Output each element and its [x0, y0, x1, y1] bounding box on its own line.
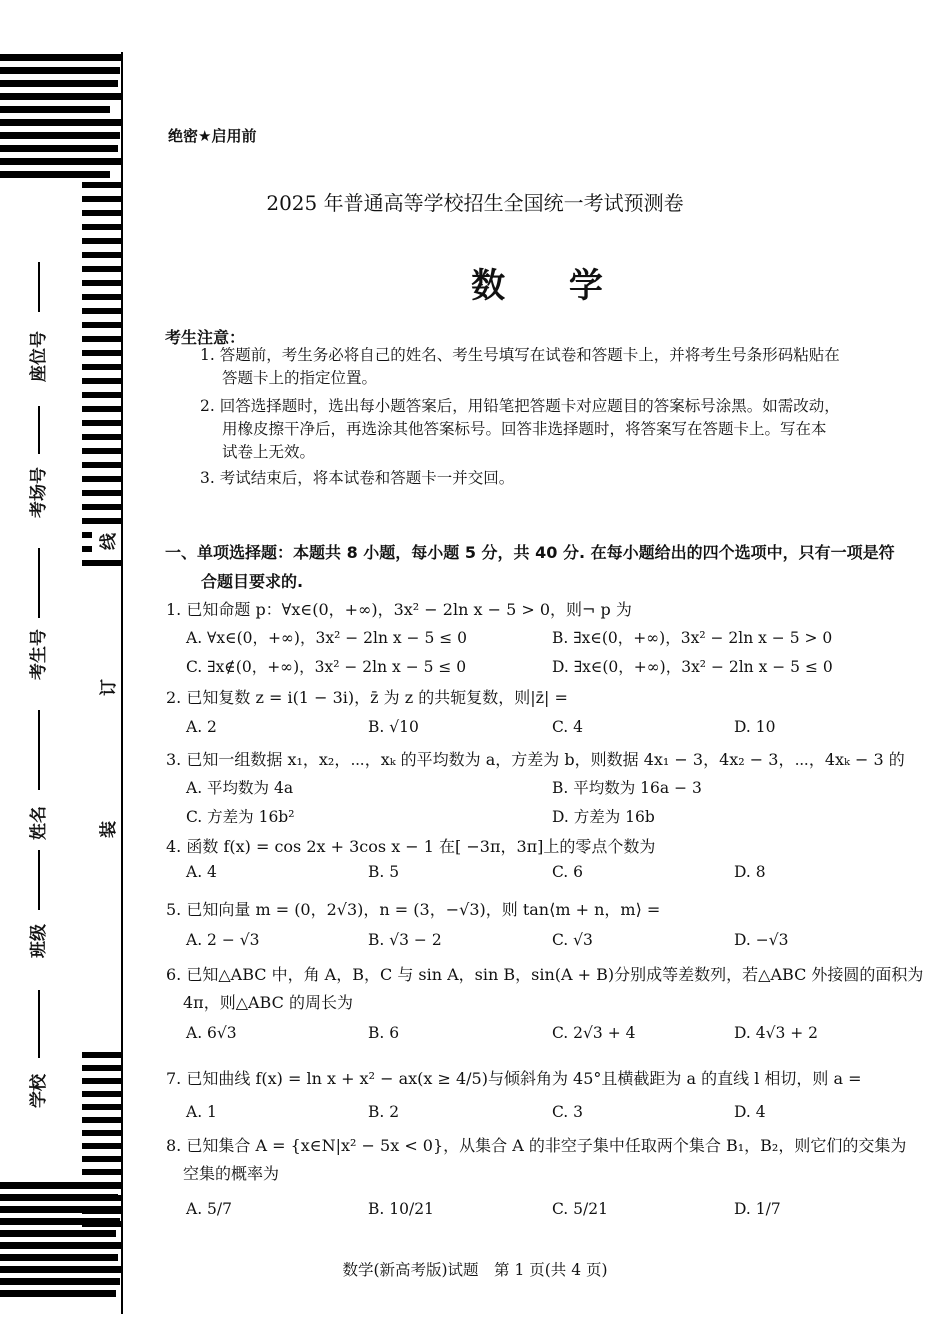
section-heading-line1: 一、单项选择题：本题共 8 小题，每小题 5 分，共 40 分. 在每小题给出的四个选项中，只有一项是符 [165, 543, 895, 562]
binding-stripe [0, 1230, 116, 1237]
binding-rail-band [82, 1117, 122, 1123]
option-b: B. √3 − 2 [368, 931, 442, 949]
option-b: B. 6 [368, 1024, 400, 1042]
binding-stripe [0, 1290, 116, 1297]
binding-rail-band [82, 462, 122, 468]
candidate-number-line [38, 548, 40, 618]
binding-rail-band [82, 336, 122, 342]
class-label: 班级 [29, 924, 49, 958]
section-heading-line2: 合题目要求的. [201, 572, 304, 591]
binding-rail-band [82, 476, 122, 482]
room-number-label: 考场号 [29, 467, 49, 518]
option-a: A. 4 [186, 863, 217, 881]
option-d: D. 4√3 + 2 [734, 1024, 819, 1042]
question-stem: 8. 已知集合 A = {x∈N|x² − 5x < 0}，从集合 A 的非空子集中任取两个集合 B₁，B₂，则它们的交集为 [166, 1136, 907, 1155]
name-label: 姓名 [29, 806, 49, 840]
binding-rail-band [82, 1052, 122, 1058]
notice-item [200, 395, 840, 464]
binding-rail-edge [121, 52, 123, 1314]
question-stem: 5. 已知向量 m = (0，2√3)，n = (3，−√3)，则 tan⟨m + n，m⟩ = [166, 900, 661, 919]
candidate-number-label: 考生号 [29, 629, 49, 680]
binding-rail-band [82, 1104, 122, 1110]
option-b: B. 2 [368, 1103, 400, 1121]
question-stem: 7. 已知曲线 f(x) = ln x + x² − ax(x ≥ 4/5)与倾斜角为 45°且横截距为 a 的直线 l 相切，则 a = [166, 1069, 862, 1088]
room-number-line [38, 406, 40, 454]
question-stem: 3. 已知一组数据 x₁，x₂，⋯，xₖ 的平均数为 a，方差为 b，则数据 4x₁ − 3，4x₂ − 3，⋯，4xₖ − 3 的 [166, 750, 905, 769]
binding-stripe [0, 1242, 122, 1249]
binding-rail-band [82, 406, 122, 412]
binding-stripes-bottom [0, 1180, 122, 1300]
binding-rail-band [82, 490, 122, 496]
question-stem-cont: 空集的概率为 [183, 1164, 280, 1183]
binding-rail-band [82, 1143, 122, 1149]
binding-rail-band [82, 308, 122, 314]
option-d: D. 1/7 [734, 1200, 781, 1218]
binding-stripe [0, 1182, 122, 1189]
notice-item [200, 344, 840, 390]
school-line [38, 990, 40, 1058]
notice-item-cont: 试卷上无效。 [222, 443, 316, 461]
option-c: C. 4 [552, 718, 584, 736]
binding-rail-band [82, 1078, 122, 1084]
binding-rail-band [82, 518, 122, 524]
binding-word-bind: 装 [92, 819, 121, 840]
option-a: A. 平均数为 4a [186, 779, 294, 797]
option-b: B. ∃x∈(0，+∞)，3x² − 2ln x − 5 > 0 [552, 629, 833, 647]
exam-title: 2025 年普通高等学校招生全国统一考试预测卷 [266, 191, 684, 215]
name-line [38, 710, 40, 790]
question-stem: 2. 已知复数 z = i(1 − 3i)，z̄ 为 z 的共轭复数，则|z̄| = [166, 688, 568, 707]
option-c: C. 2√3 + 4 [552, 1024, 636, 1042]
option-c: C. ∃x∉(0，+∞)，3x² − 2ln x − 5 ≤ 0 [186, 658, 467, 676]
option-c: C. √3 [552, 931, 593, 949]
notice-item-cont: 用橡皮擦干净后，再选涂其他答案标号。回答非选择题时，将答案写在答题卡上。写在本 [222, 420, 827, 438]
binding-stripe [0, 1206, 122, 1213]
option-c: C. 3 [552, 1103, 584, 1121]
binding-word-order: 订 [92, 677, 121, 698]
class-line [38, 850, 40, 910]
binding-stripe [0, 1218, 120, 1225]
option-a: A. 1 [186, 1103, 217, 1121]
option-a: A. 2 [186, 718, 217, 736]
option-c: C. 方差为 16b² [186, 808, 295, 826]
option-a: A. 5/7 [186, 1200, 232, 1218]
option-b: B. √10 [368, 718, 419, 736]
question-stem: 4. 函数 f(x) = cos 2x + 3cos x − 1 在[ −3π，3π]上的零点个数为 [166, 837, 656, 856]
binding-rail-band [82, 224, 122, 230]
option-d: D. −√3 [734, 931, 789, 949]
binding-rail-band [82, 1169, 122, 1175]
binding-rail-band [82, 504, 122, 510]
binding-rail-band [82, 322, 122, 328]
section-heading [165, 538, 895, 596]
notice-item-text: 1. 答题前，考生务必将自己的姓名、考生号填写在试卷和答题卡上，并将考生号条形码粘贴在 [200, 346, 840, 364]
option-d: D. ∃x∈(0，+∞)，3x² − 2ln x − 5 ≤ 0 [552, 658, 833, 676]
binding-rail-band [82, 1065, 122, 1071]
binding-rail-band [82, 364, 122, 370]
binding-rail-band [82, 378, 122, 384]
page-footer: 数学(新高考版)试题 第 1 页(共 4 页) [342, 1261, 608, 1279]
notice-heading: 考生注意： [165, 328, 246, 347]
binding-rail-band [82, 560, 122, 566]
binding-rail-band [82, 420, 122, 426]
question-stem: 1. 已知命题 p：∀x∈(0，+∞)，3x² − 2ln x − 5 > 0，则¬ p 为 [166, 600, 632, 619]
option-b: B. 5 [368, 863, 400, 881]
option-d: D. 4 [734, 1103, 766, 1121]
seat-number-label: 座位号 [29, 331, 49, 382]
option-b: B. 10/21 [368, 1200, 434, 1218]
confidential-mark: 绝密★启用前 [168, 127, 257, 145]
binding-stripe [0, 1194, 118, 1201]
binding-rail-band [82, 434, 122, 440]
option-d: D. 10 [734, 718, 776, 736]
option-a: A. 6√3 [186, 1024, 237, 1042]
option-c: C. 5/21 [552, 1200, 608, 1218]
option-a: A. ∀x∈(0，+∞)，3x² − 2ln x − 5 ≤ 0 [186, 629, 468, 647]
binding-rail-band [82, 238, 122, 244]
question-stem: 6. 已知△ABC 中，角 A，B，C 与 sin A，sin B，sin(A + B)分别成等差数列，若△ABC 外接圆的面积为 [166, 965, 924, 984]
binding-rail-band [82, 1156, 122, 1162]
subject-title: 数 学 [471, 266, 629, 306]
notice-item-text: 2. 回答选择题时，选出每小题答案后，用铅笔把答题卡对应题目的答案标号涂黑。如需改动， [200, 397, 840, 415]
option-b: B. 平均数为 16a − 3 [552, 779, 702, 797]
question-stem-cont: 4π，则△ABC 的周长为 [183, 993, 353, 1012]
binding-rail-band [82, 448, 122, 454]
option-c: C. 6 [552, 863, 584, 881]
notice-item-cont: 答题卡上的指定位置。 [222, 369, 378, 387]
option-a: A. 2 − √3 [186, 931, 260, 949]
notice-item-text: 3. 考试结束后，将本试卷和答题卡一并交回。 [200, 469, 515, 487]
school-label: 学校 [29, 1074, 49, 1108]
binding-rail-band [82, 350, 122, 356]
option-d: D. 8 [734, 863, 766, 881]
option-d: D. 方差为 16b [552, 808, 655, 826]
binding-word-line: 线 [92, 531, 121, 552]
binding-rail-band [82, 1091, 122, 1097]
notice-item [200, 467, 514, 490]
binding-rail-band [82, 392, 122, 398]
binding-rail-band [82, 1130, 122, 1136]
